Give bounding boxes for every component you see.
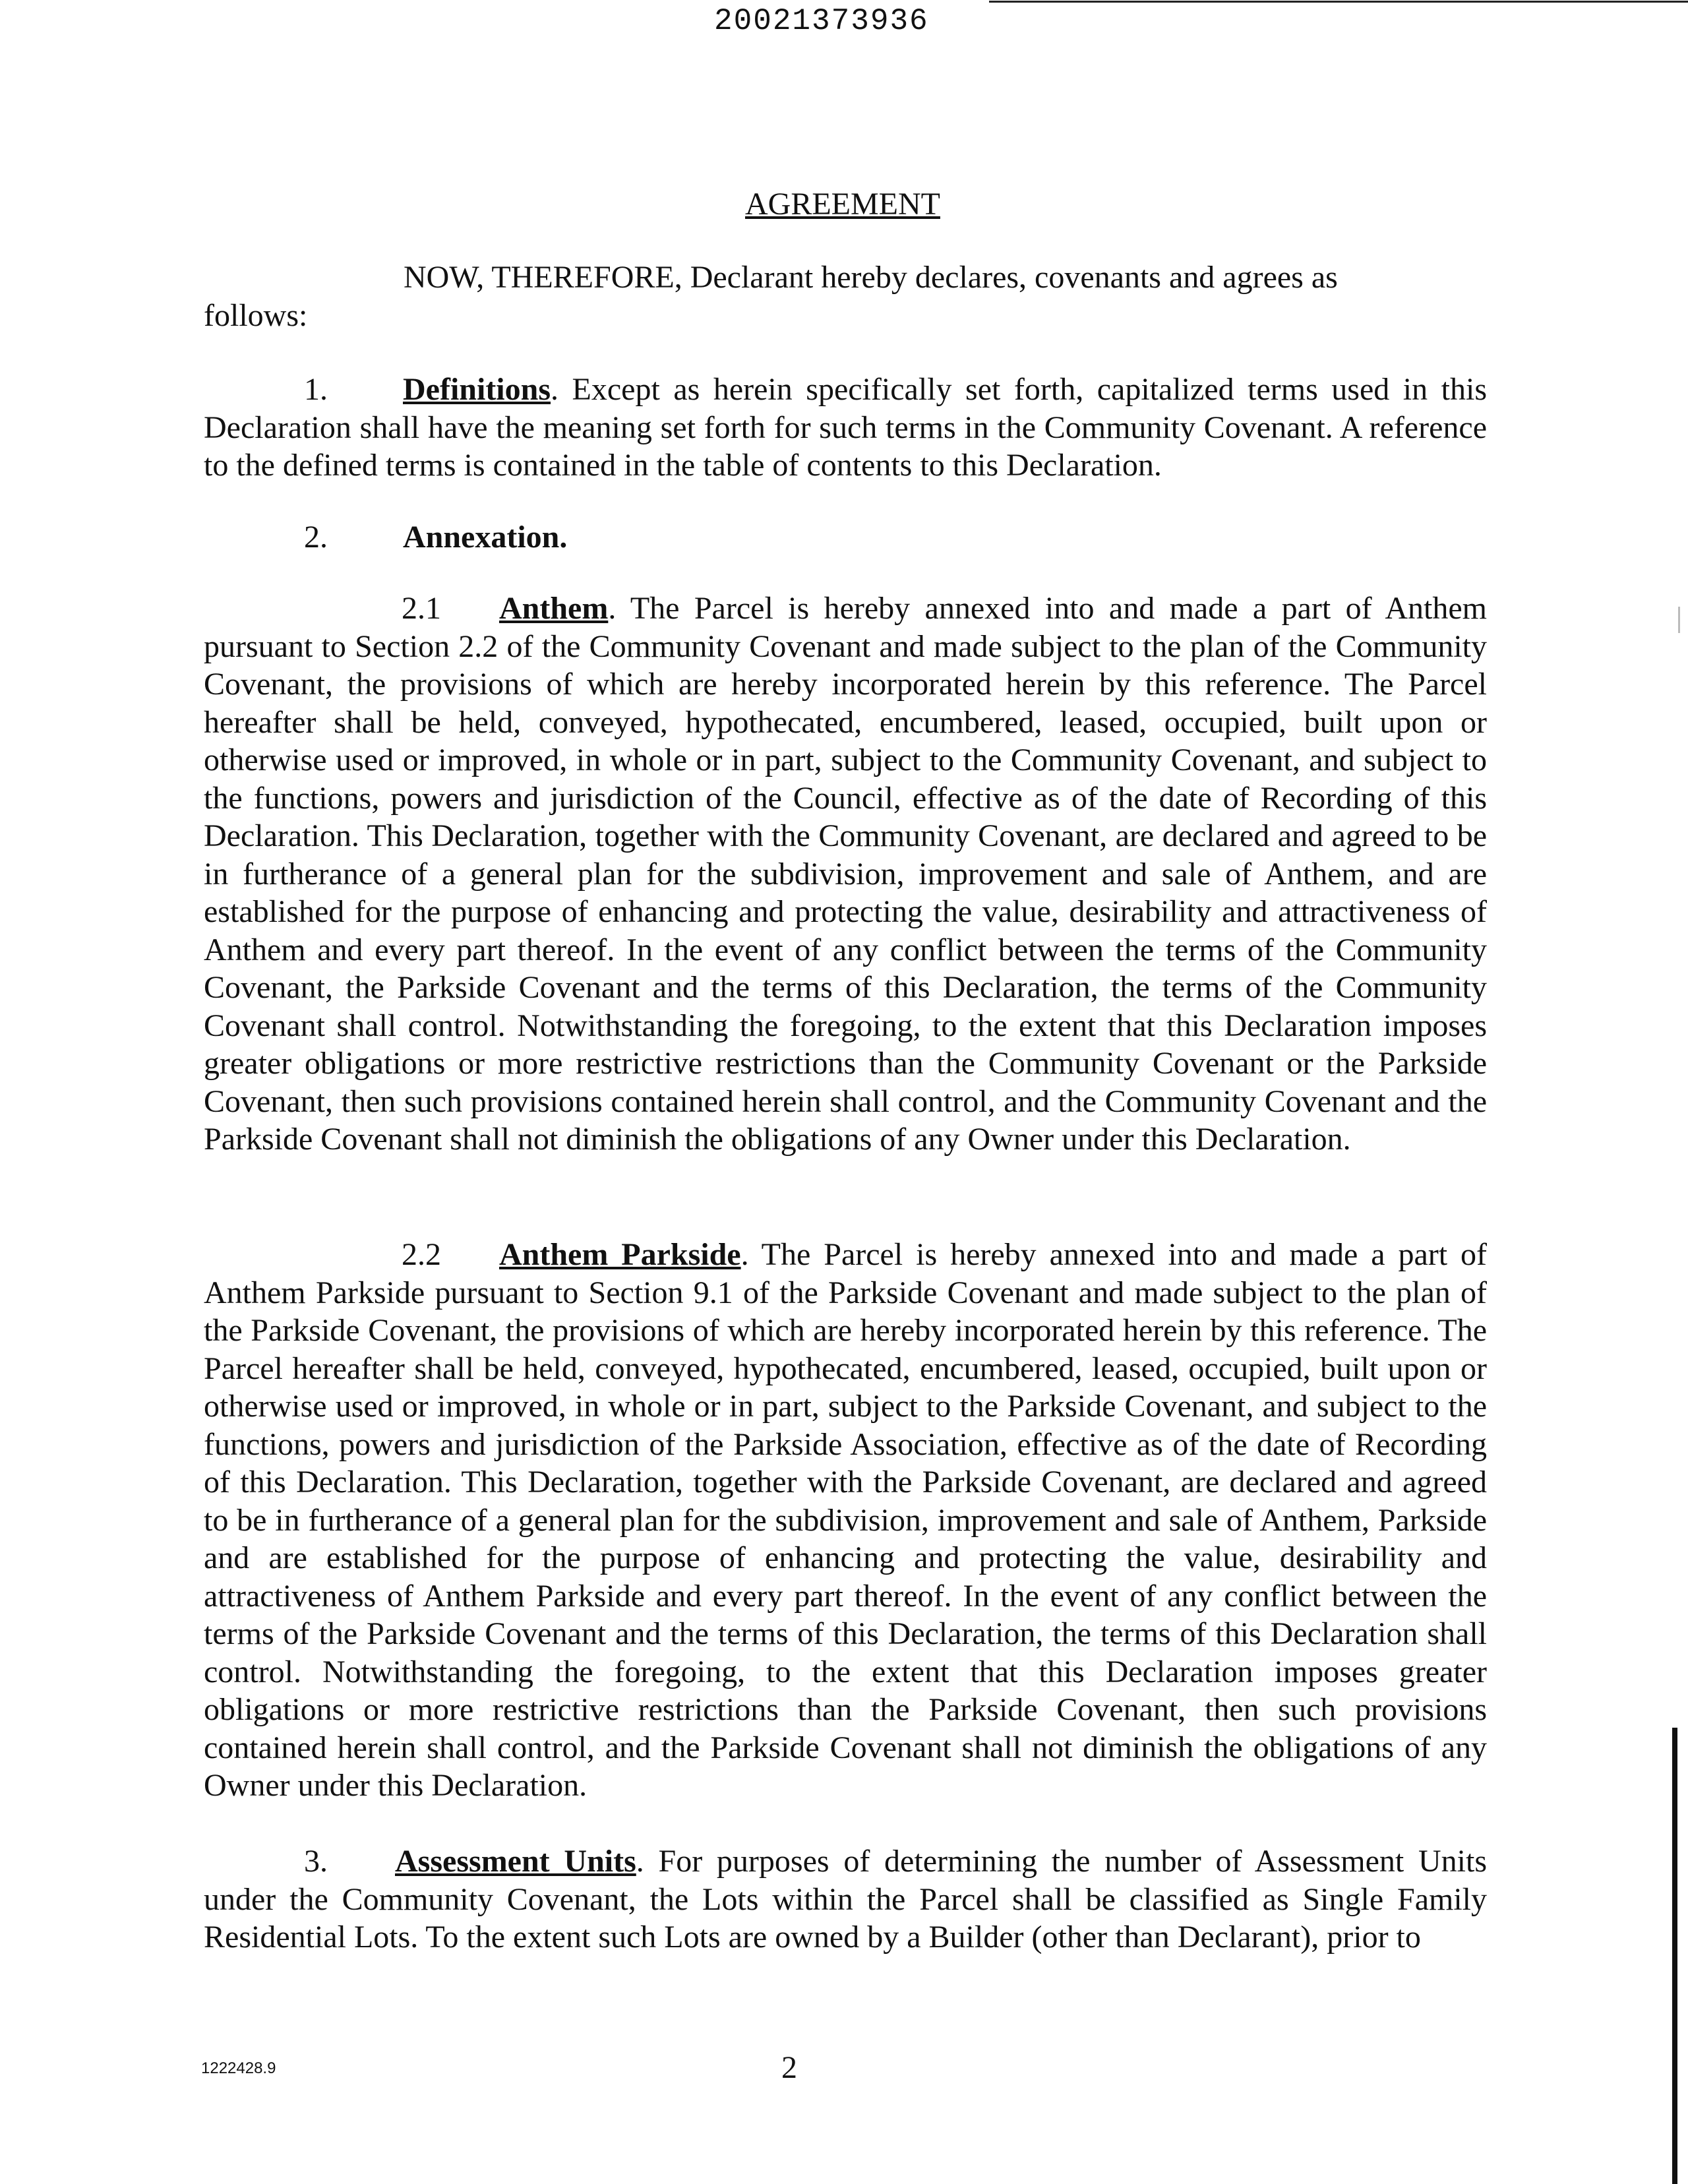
section-1-definitions [204,371,1487,485]
intro-text: NOW, THEREFORE, Declarant hereby declares, covenants and agrees as [404,260,1338,295]
intro-continuation: follows: [204,298,308,333]
section-2-1-text: . The Parcel is hereby annexed into and made a part of Anthem pursuant to Section 2.2 of the Community Covenant and made subject to the plan of the Community Covenant, the provisions of which are hereby incorporated herein by this reference. The Parcel hereafter shall be held, conveyed, hypothecated, encumbered, leased, occupied, built upon or otherwise used or improved, in whole or in part, subject to the Community Covenant, and subject to the functions, powers and jurisdiction of the Council, effective as of the date of Recording of this Declaration. This Declaration, together with the Community Covenant, are declared and agreed to be in furtherance of a general plan for the subdivision, improvement and sale of Anthem, and are established for the purpose of enhancing and protecting the value, desirability and attractiveness of Anthem and every part thereof. In the event of any conflict between the terms of the Community Covenant, the Parkside Covenant and the terms of this Declaration, the terms of the Community Covenant shall control. Notwithstanding the foregoing, to the extent that this Declaration imposes greater obligations or more restrictive restrictions than the Community Covenant or the Parkside Covenant, then such provisions contained herein shall control, and the Community Covenant and the Parkside Covenant shall not diminish the obligations of any Owner under this Declaration. [204,591,1487,1157]
record-number: 20021373936 [714,4,929,38]
scan-edge-mark [1678,607,1680,633]
scan-top-rule [989,1,1688,3]
section-2-heading: Annexation. [403,520,568,555]
document-title: AGREEMENT [745,187,940,222]
section-1-number: 1. [304,372,328,407]
page-number: 2 [781,2050,797,2085]
section-3-text: . For purposes of determining the number of Assessment Units under the Community Covenant, the Lots within the Parcel shall be classified as Single Family Residential Lots. To the extent such Lots are owned by a Builder (other than Declarant), prior to [204,1844,1488,1955]
section-3-assessment-units [204,1842,1487,1957]
section-3-heading: Assessment Units [395,1844,636,1879]
section-2-2-heading: Anthem Parkside [499,1237,741,1272]
section-1-text: . Except as herein specifically set forth, capitalized terms used in this Declaration shall have the meaning set forth for such terms in the Community Covenant. A reference to the defined terms is contained in the table of contents to this Declaration. [204,372,1487,483]
section-2-2-text: . The Parcel is hereby annexed into and made a part of Anthem Parkside pursuant to Section 9.1 of the Parkside Covenant and made subject to the plan of the Parkside Covenant, the provisions of which are hereby incorporated herein by this reference. The Parcel hereafter shall be held, conveyed, hypothecated, encumbered, leased, occupied, built upon or otherwise used or improved, in whole or in part, subject to the Parkside Covenant, and subject to the functions, powers and jurisdiction of the Parkside Association, effective as of the date of Recording of this Declaration. This Declaration, together with the Parkside Covenant, are declared and agreed to be in furtherance of a general plan for the subdivision, improvement and sale of Anthem, Parkside and are established for the purpose of enhancing and protecting the value, desirability and attractiveness of Anthem Parkside and every part thereof. In the event of any conflict between the terms of the Parkside Covenant and the terms of this Declaration, the terms of this Declaration shall control. Notwithstanding the foregoing, to the extent that this Declaration imposes greater obligations or more restrictive restrictions than the Parkside Covenant, then such provisions contained herein shall control, and the Parkside Covenant shall not diminish the obligations of any Owner under this Declaration. [204,1237,1487,1803]
footer-document-id: 1222428.9 [201,2059,276,2077]
intro-paragraph [204,258,1487,297]
section-2-number: 2. [304,520,328,555]
section-2-2-number: 2.2 [402,1237,441,1272]
scan-edge-bar [1672,1728,1677,2184]
section-1-heading: Definitions [403,372,551,407]
section-3-number: 3. [304,1844,328,1879]
section-2-1-heading: Anthem [499,591,609,626]
section-2-2-anthem-parkside [204,1236,1487,1805]
section-2-1-number: 2.1 [402,591,441,626]
section-2-1-anthem [204,590,1487,1159]
section-2-annexation [204,518,1487,557]
